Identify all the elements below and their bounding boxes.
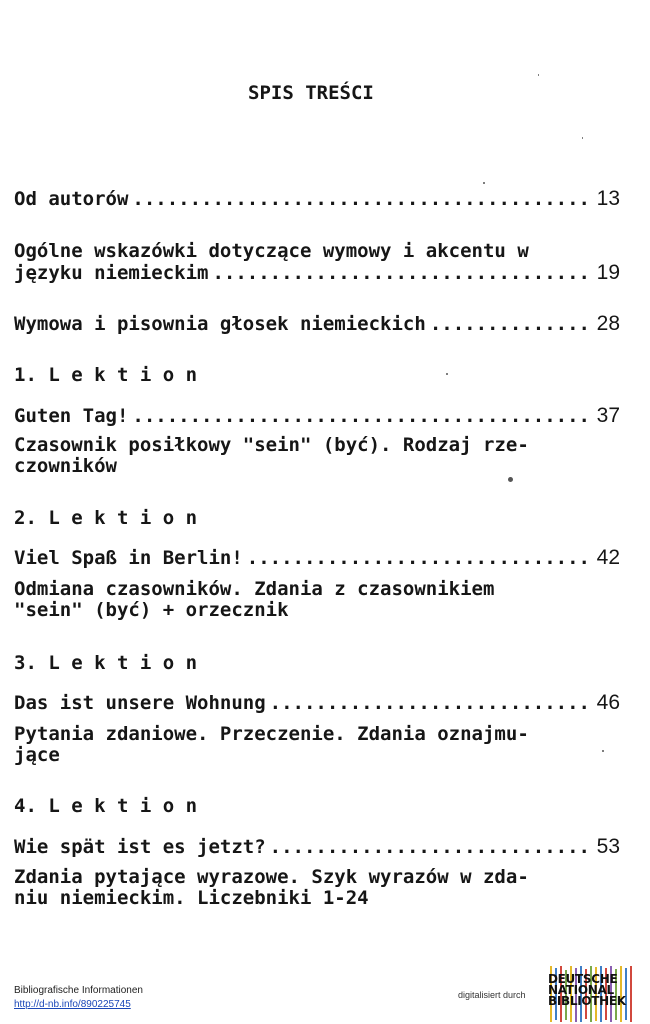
toc-entry-label: języku niemieckim: [14, 262, 209, 284]
lesson-description: jące: [14, 744, 60, 766]
scan-speck: [538, 74, 539, 76]
dot-leader: [430, 313, 593, 335]
toc-entry-lesson: [14, 405, 620, 427]
scan-speck: [582, 137, 583, 139]
lesson-heading: 2. L e k t i o n: [14, 507, 198, 529]
digitization-credit: [458, 966, 638, 1022]
toc-entry-label: Od autorów: [14, 188, 129, 210]
scan-speck: [508, 477, 513, 482]
lesson-description: Czasownik posiłkowy "sein" (być). Rodzaj rze-: [14, 434, 529, 456]
lesson-description: niu niemieckim. Liczebniki 1-24: [14, 887, 369, 909]
dnb-logo-line: DEUTSCHE: [548, 972, 618, 986]
toc-entry-lesson: [14, 836, 620, 858]
lesson-heading: 1. L e k t i o n: [14, 364, 198, 386]
toc-entry-guidelines: [14, 262, 620, 284]
dnb-logo-text: [548, 974, 626, 1007]
toc-page-number: 53: [596, 835, 620, 858]
toc-entry-lesson: [14, 692, 620, 714]
toc-page-number: 19: [596, 261, 620, 284]
dot-leader: [212, 262, 592, 284]
toc-entry-guidelines-line1: Ogólne wskazówki dotyczące wymowy i akcentu w: [14, 240, 529, 262]
dot-leader: [247, 547, 593, 569]
dot-leader: [132, 405, 592, 427]
dnb-logo-line: BIBLIOTHEK: [548, 994, 626, 1008]
bibliographic-info: [14, 984, 143, 1012]
toc-page-number: 37: [596, 404, 620, 427]
bibliographic-label: Bibliografische Informationen: [14, 985, 143, 996]
toc-page-number: 46: [596, 691, 620, 714]
toc-entry-label: Viel Spaß in Berlin!: [14, 547, 243, 569]
dnb-logo-line: NATIONAL: [548, 983, 614, 997]
toc-entry-label: Wie spät ist es jetzt?: [14, 836, 266, 858]
toc-page-number: 28: [596, 312, 620, 335]
page-title: SPIS TREŚCI: [248, 82, 374, 104]
bibliographic-link[interactable]: http://d-nb.info/890225745: [14, 999, 131, 1010]
dot-leader: [270, 836, 593, 858]
dot-leader: [270, 692, 593, 714]
toc-entry-pronunciation: [14, 313, 620, 335]
toc-entry-label: Wymowa i pisownia głosek niemieckich: [14, 313, 426, 335]
dot-leader: [132, 188, 592, 210]
lesson-description: Pytania zdaniowe. Przeczenie. Zdania oznajmu-: [14, 723, 529, 745]
lesson-heading: 3. L e k t i o n: [14, 652, 198, 674]
lesson-description: Odmiana czasowników. Zdania z czasownikiem: [14, 578, 495, 600]
lesson-description: Zdania pytające wyrazowe. Szyk wyrazów w zda-: [14, 866, 529, 888]
lesson-description: "sein" (być) + orzecznik: [14, 599, 289, 621]
toc-entry-authors: [14, 188, 620, 210]
toc-entry-lesson: [14, 547, 620, 569]
lesson-heading: 4. L e k t i o n: [14, 795, 198, 817]
lesson-description: czowników: [14, 455, 117, 477]
scan-speck: [602, 750, 604, 752]
toc-entry-label: Guten Tag!: [14, 405, 129, 427]
scan-speck: [483, 182, 485, 184]
toc-entry-label: Das ist unsere Wohnung: [14, 692, 266, 714]
digitized-by-label: digitalisiert durch: [458, 990, 526, 1000]
scan-speck: [446, 373, 448, 375]
toc-page-number: 13: [596, 187, 620, 210]
toc-page-number: 42: [596, 546, 620, 569]
